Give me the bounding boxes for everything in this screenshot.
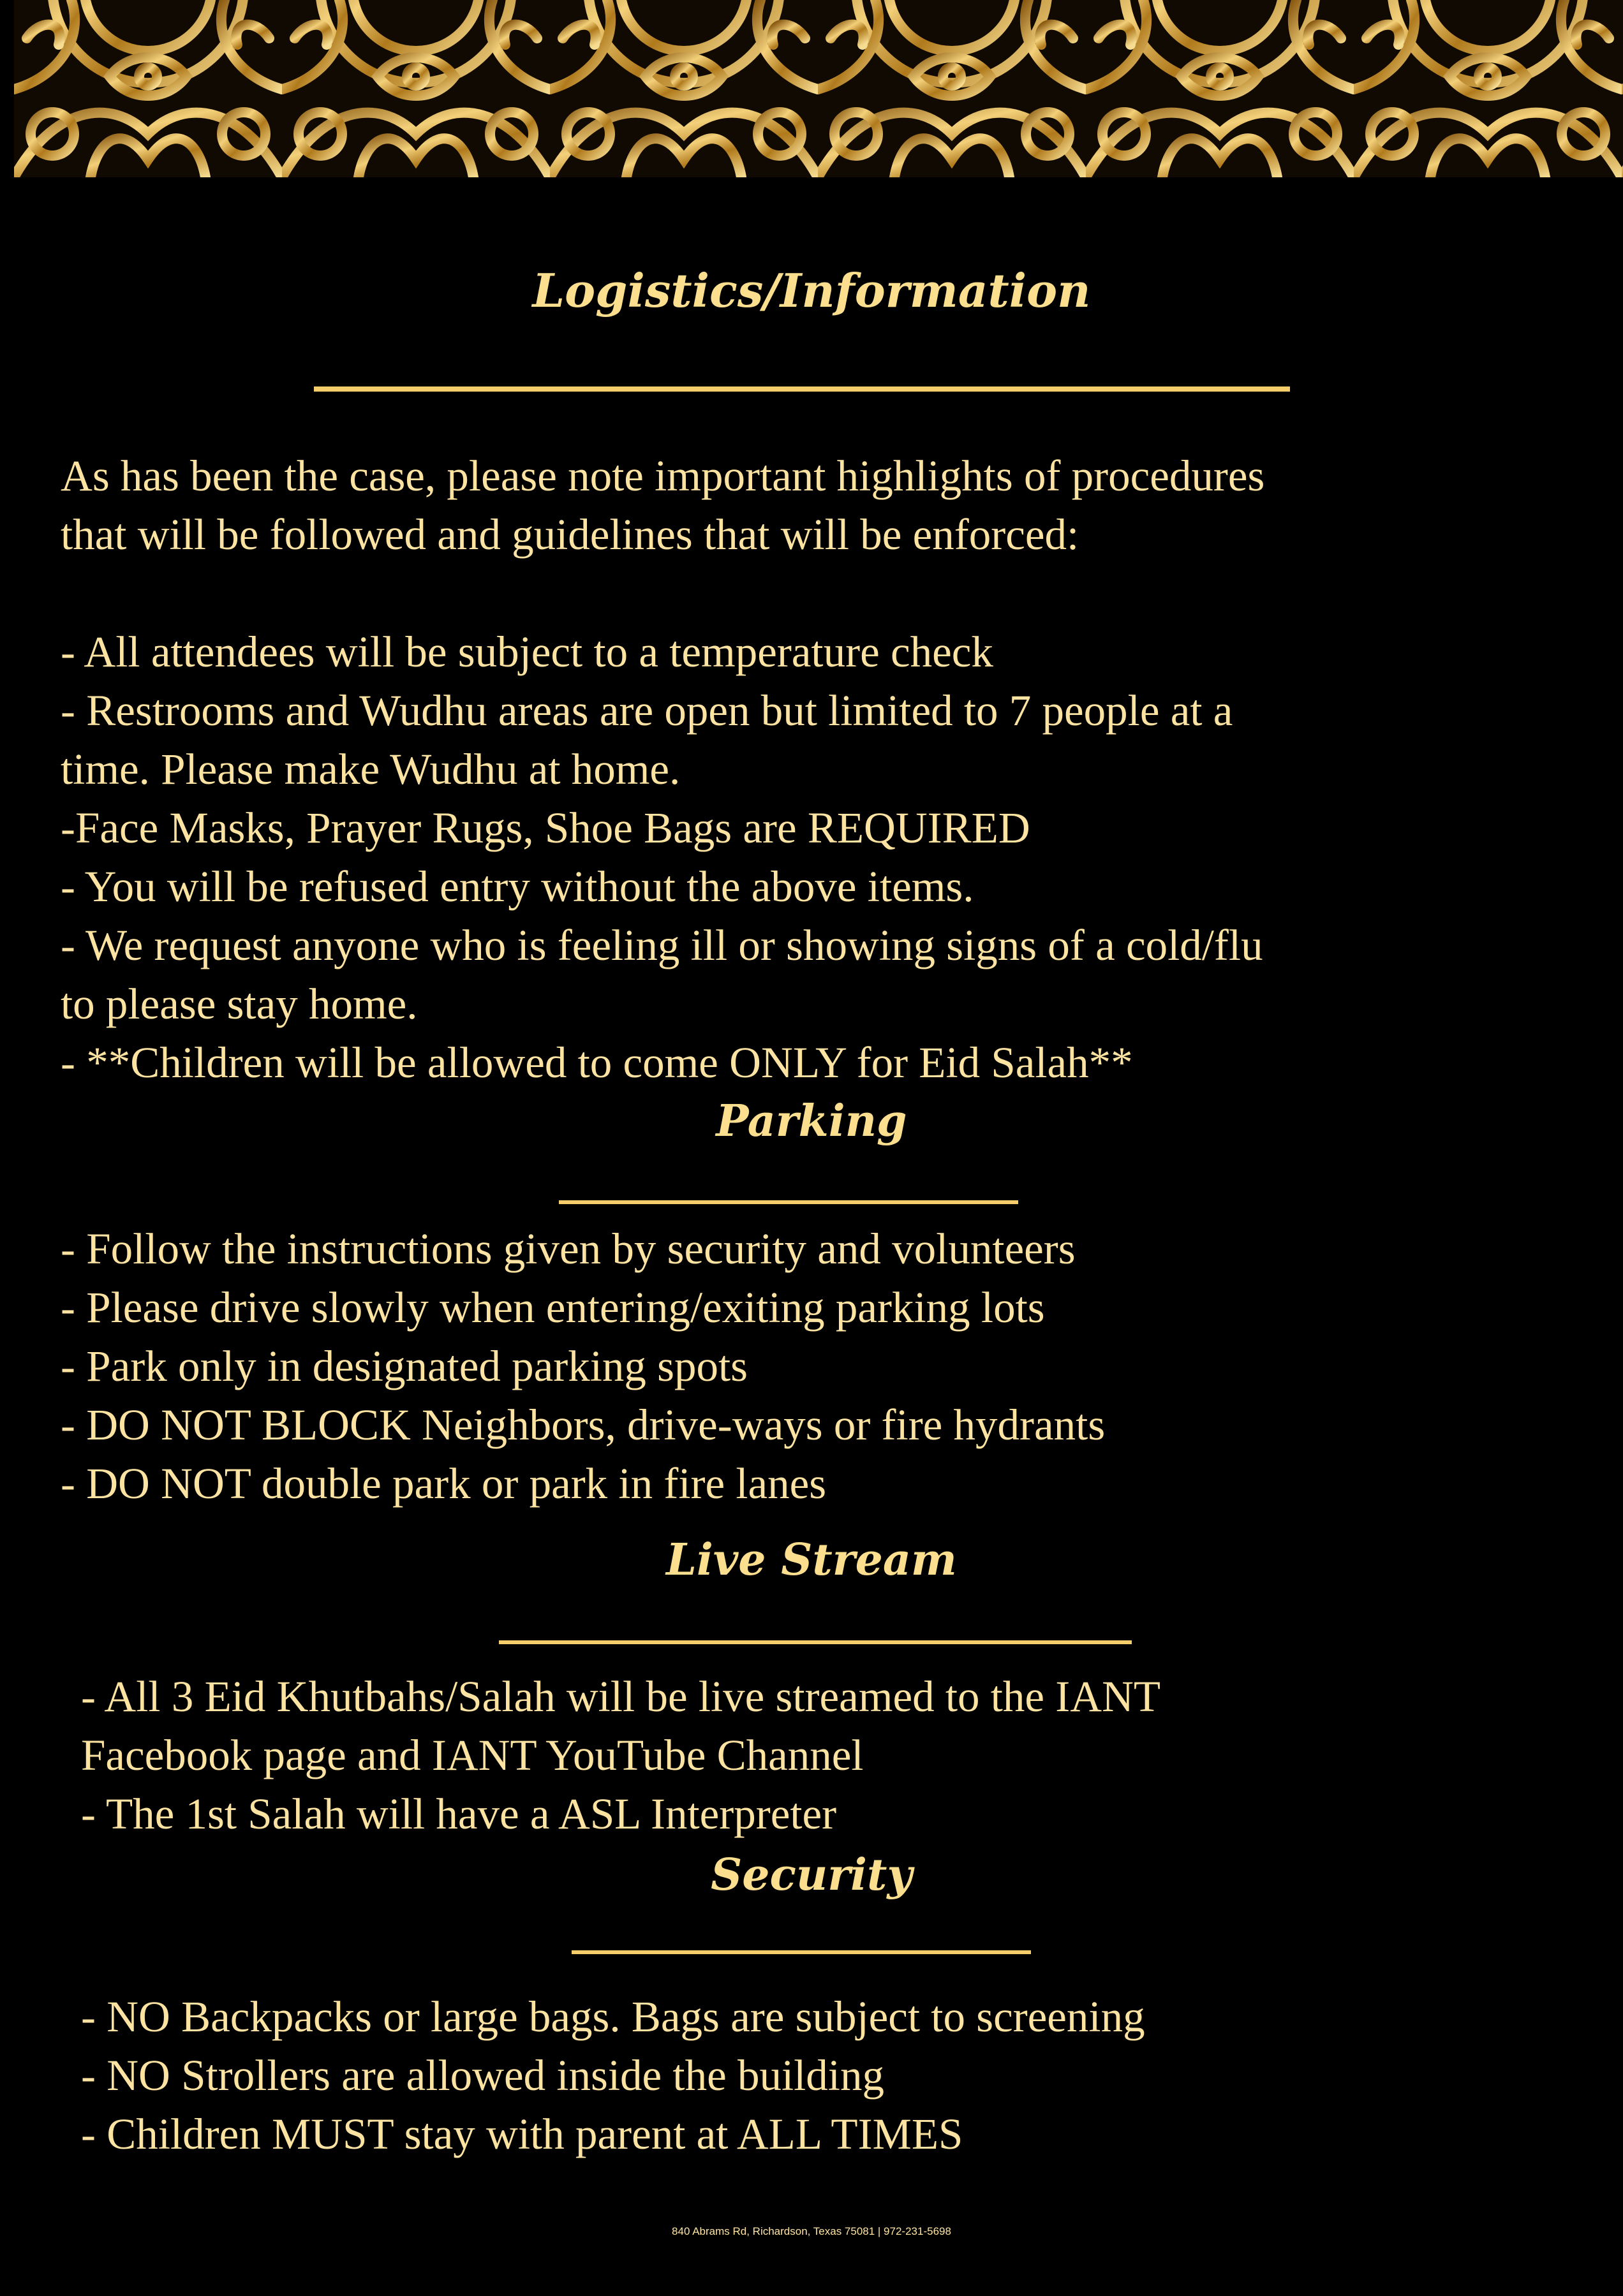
intro-text-line-2: that will be followed and guidelines that will be enforced: xyxy=(61,510,1079,559)
guideline-required-items: -Face Masks, Prayer Rugs, Shoe Bags are REQUIRED xyxy=(61,804,1030,852)
live-stream-item-2: - The 1st Salah will have a ASL Interpreter xyxy=(81,1790,837,1838)
guideline-refused-entry: - You will be refused entry without the above items. xyxy=(61,862,974,911)
parking-item-3: - Park only in designated parking spots xyxy=(61,1342,748,1390)
parking-item-2: - Please drive slowly when entering/exiting parking lots xyxy=(61,1283,1045,1332)
guideline-children-eid-salah: - **Children will be allowed to come ONLY for Eid Salah** xyxy=(61,1038,1133,1087)
logistics-heading-underline xyxy=(314,386,1290,392)
parking-heading-underline xyxy=(559,1200,1018,1204)
security-heading-underline xyxy=(572,1950,1031,1954)
live-stream-heading: Live Stream xyxy=(666,1534,957,1586)
guideline-stay-home-line-1: - We request anyone who is feeling ill or showing signs of a cold/flu xyxy=(61,921,1263,969)
guideline-restrooms-line-2: time. Please make Wudhu at home. xyxy=(61,745,681,793)
arabesque-ornament-icon xyxy=(14,0,1623,177)
logistics-heading: Logistics/Information xyxy=(532,263,1091,318)
security-item-1: - NO Backpacks or large bags. Bags are subject to screening xyxy=(81,1992,1145,2041)
parking-item-4: - DO NOT BLOCK Neighbors, drive-ways or fire hydrants xyxy=(61,1401,1106,1449)
live-stream-item-1-line-2: Facebook page and IANT YouTube Channel xyxy=(81,1731,864,1779)
parking-heading: Parking xyxy=(716,1096,907,1147)
footer-address: 840 Abrams Rd, Richardson, Texas 75081 | 972-231-5698 xyxy=(672,2225,951,2237)
live-stream-heading-underline xyxy=(499,1640,1132,1644)
guideline-temperature-check: - All attendees will be subject to a temperature check xyxy=(61,628,993,676)
guideline-stay-home-line-2: to please stay home. xyxy=(61,980,418,1028)
guideline-restrooms-line-1: - Restrooms and Wudhu areas are open but limited to 7 people at a xyxy=(61,686,1233,735)
security-heading: Security xyxy=(711,1850,912,1901)
security-item-3: - Children MUST stay with parent at ALL TIMES xyxy=(81,2110,963,2158)
gold-ornament-banner xyxy=(14,0,1623,177)
security-item-2: - NO Strollers are allowed inside the building xyxy=(81,2051,884,2100)
live-stream-item-1-line-1: - All 3 Eid Khutbahs/Salah will be live streamed to the IANT xyxy=(81,1672,1161,1721)
parking-item-5: - DO NOT double park or park in fire lanes xyxy=(61,1459,827,1508)
parking-item-1: - Follow the instructions given by security and volunteers xyxy=(61,1225,1076,1273)
intro-text-line-1: As has been the case, please note important highlights of procedures xyxy=(61,452,1265,500)
